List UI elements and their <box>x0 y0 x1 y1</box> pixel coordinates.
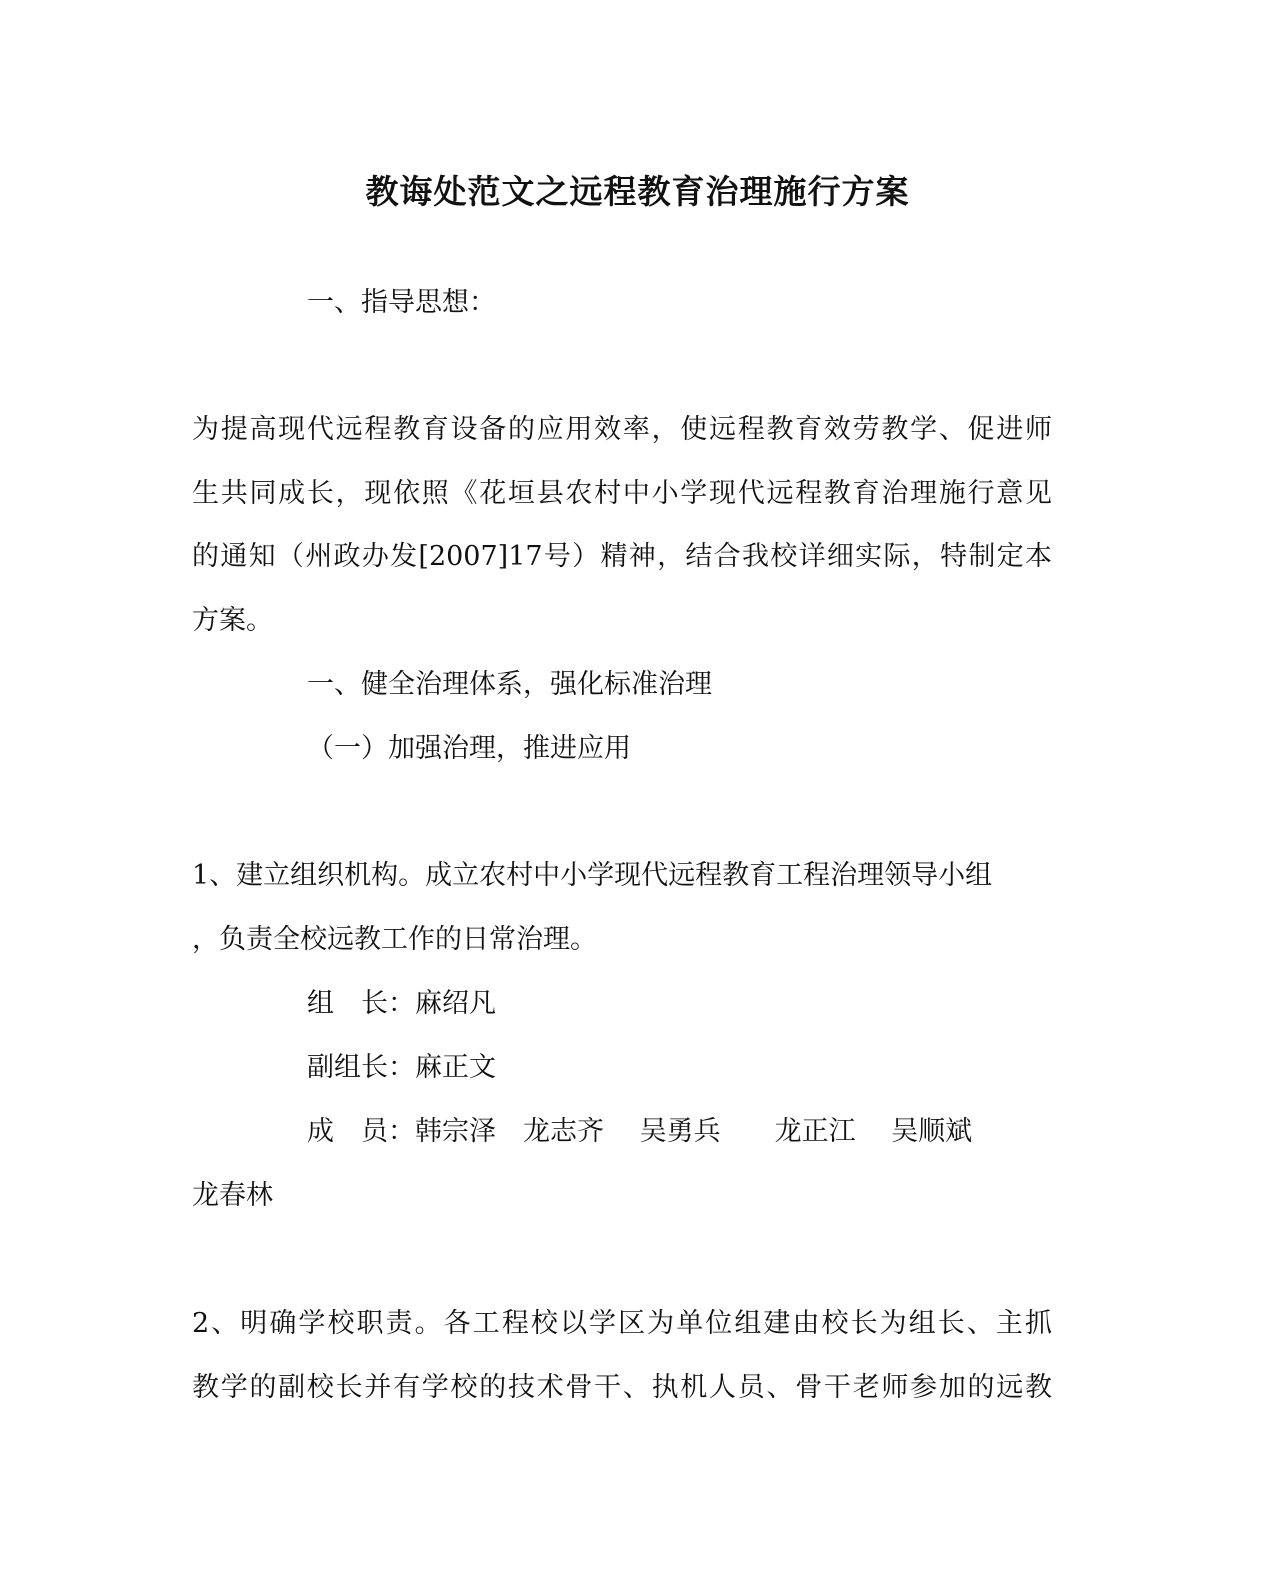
item-line: 教学的副校长并有学校的技术骨干、执机人员、骨干老师参加的远教 <box>192 1372 1052 1403</box>
item-line: 2、明确学校职责。各工程校以学区为单位组建由校长为组长、主抓 <box>192 1308 1052 1339</box>
section-heading-one: 一、健全治理体系，强化标准治理 <box>307 669 712 700</box>
document-title: 教诲处范文之远程教育治理施行方案 <box>365 172 910 211</box>
paragraph-line: 的通知（州政办发[2007]17号）精神，结合我校详细实际，特制定本 <box>192 541 1052 572</box>
members-line: 成 员：韩宗泽 龙志齐 吴勇兵 龙正江 吴顺斌 <box>307 1116 973 1147</box>
leader-line: 组 长：麻绍凡 <box>307 988 496 1019</box>
paragraph-line: 生共同成长，现依照《花垣县农村中小学现代远程教育治理施行意见 <box>192 478 1052 509</box>
deputy-line: 副组长：麻正文 <box>307 1052 496 1083</box>
members-continued: 龙春林 <box>192 1180 273 1211</box>
paragraph-line: 为提高现代远程教育设备的应用效率，使远程教育效劳教学、促进师 <box>192 414 1052 445</box>
paragraph-line: 方案。 <box>192 605 273 636</box>
section-heading-guiding: 一、指导思想： <box>307 287 496 318</box>
subsection-heading: （一）加强治理，推进应用 <box>307 733 631 764</box>
item-line: 1、建立组织机构。成立农村中小学现代远程教育工程治理领导小组 <box>192 860 993 891</box>
item-line: ，负责全校远教工作的日常治理。 <box>192 924 597 955</box>
